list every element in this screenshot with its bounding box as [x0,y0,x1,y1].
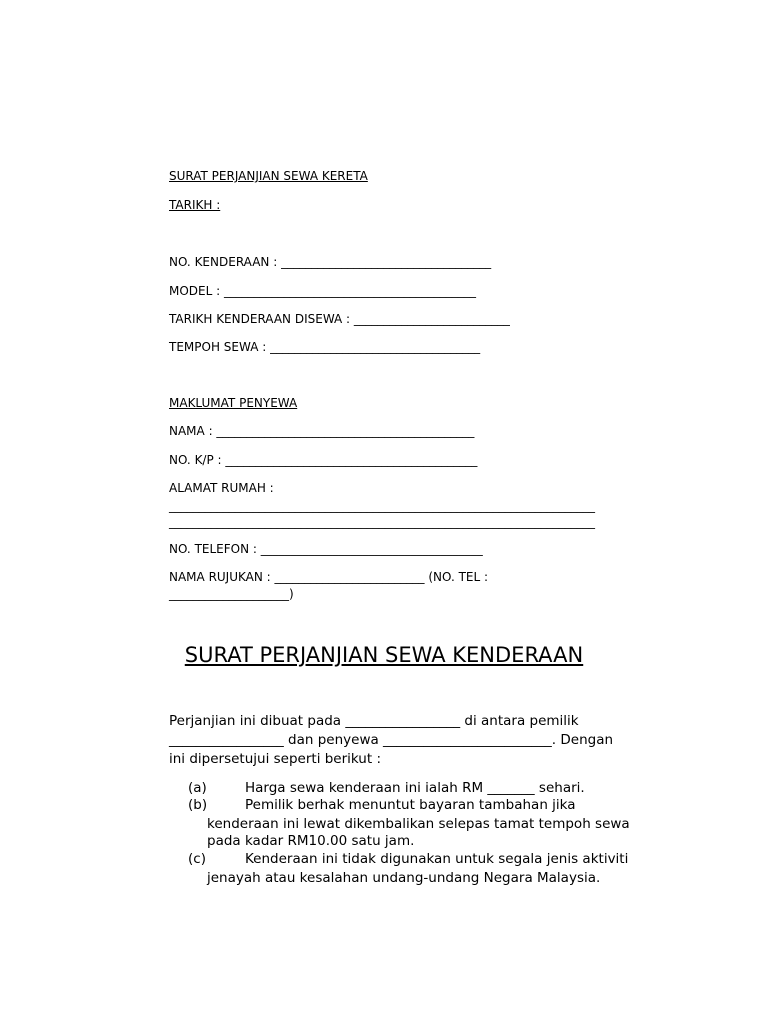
clause-c-label: (c) [188,851,206,867]
rent-date-field: TARIKH KENDERAAN DISEWA : __________________________ [169,312,510,326]
address-line-2: _______________________________________________________________________ [169,515,595,529]
clause-b-label: (b) [188,797,208,813]
intro-line-2: _________________ dan penyewa _________________________. Dengan [169,732,614,748]
ic-no-field: NO. K/P : __________________________________________ [169,453,478,467]
address-label: ALAMAT RUMAH : [169,481,274,495]
clause-a-label: (a) [188,780,207,796]
phone-field: NO. TELEFON : _____________________________________ [169,542,483,556]
clause-c-line-1: Kenderaan ini tidak digunakan untuk segala jenis aktiviti [245,851,629,867]
vehicle-no-field: NO. KENDERAAN : ___________________________________ [169,255,492,269]
name-field: NAMA : ___________________________________________ [169,424,475,438]
reference-phone-field: ____________________) [169,587,294,601]
date-label: TARIKH : [169,198,221,212]
clause-b-line-3: pada kadar RM10.00 satu jam. [207,833,415,849]
clause-b-line-1: Pemilik berhak menuntut bayaran tambahan jika [245,797,576,813]
clause-c-line-2: jenayah atau kesalahan undang-undang Negara Malaysia. [207,870,601,886]
tenant-heading: MAKLUMAT PENYEWA [169,396,298,410]
reference-field: NAMA RUJUKAN : _________________________ (NO. TEL : [169,570,489,584]
intro-line-1: Perjanjian ini dibuat pada _________________ di antara pemilik [169,713,579,729]
form-heading: SURAT PERJANJIAN SEWA KERETA [169,169,368,183]
rent-period-field: TEMPOH SEWA : ___________________________________ [169,340,481,354]
agreement-title: SURAT PERJANJIAN SEWA KENDERAAN [184,643,584,667]
clause-b-line-2: kenderaan ini lewat dikembalikan selepas tamat tempoh sewa [207,816,630,832]
intro-line-3: ini dipersetujui seperti berikut : [169,751,381,767]
model-field: MODEL : __________________________________________ [169,284,476,298]
address-line-1: _______________________________________________________________________ [169,499,595,513]
clause-a-line-1: Harga sewa kenderaan ini ialah RM _______ sehari. [245,780,585,796]
